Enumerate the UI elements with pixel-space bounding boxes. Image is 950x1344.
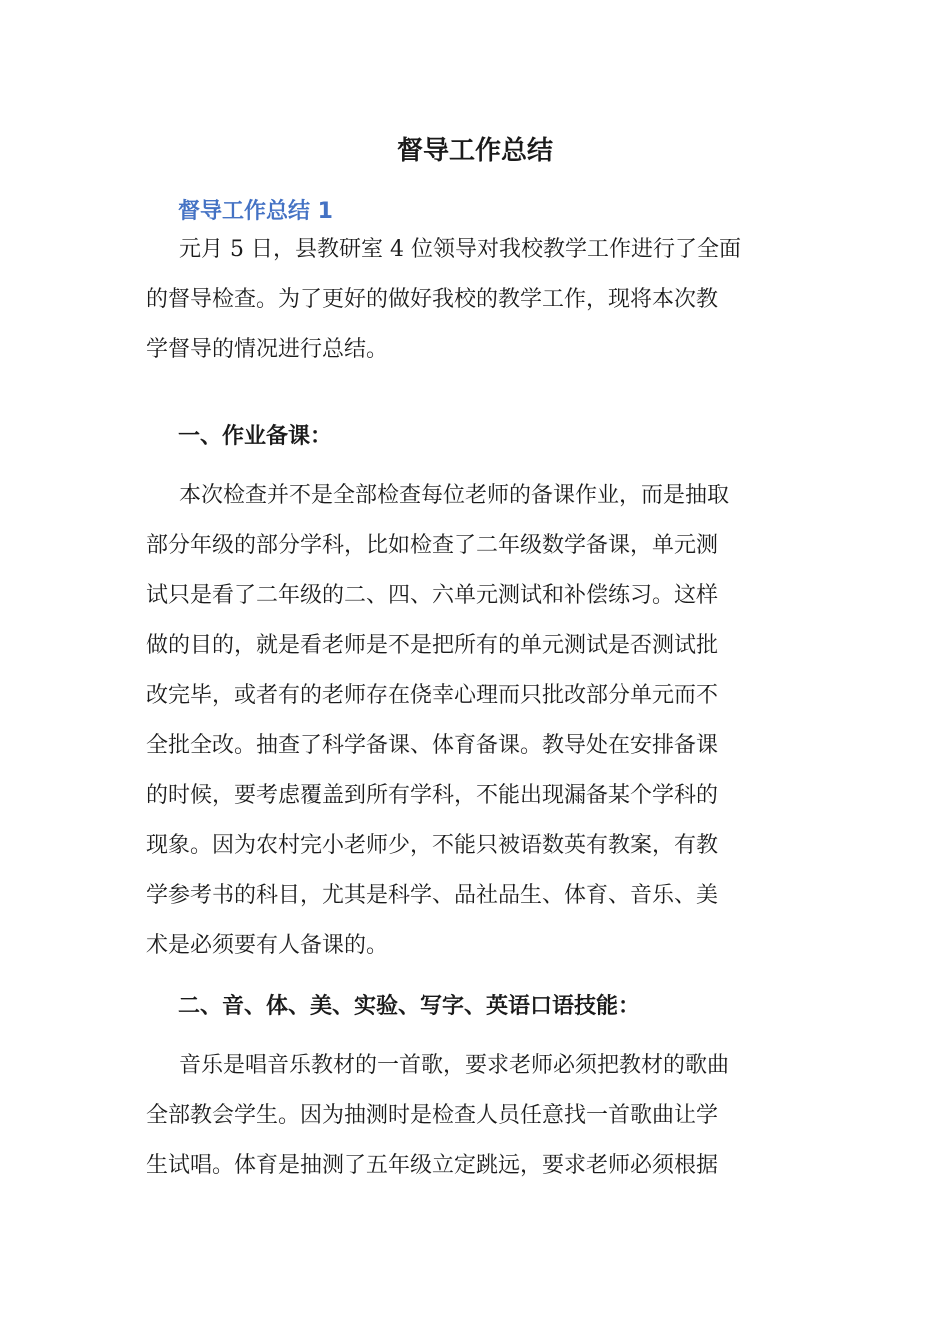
paragraph-line: 学参考书的科目，尤其是科学、品社品生、体育、音乐、美 <box>146 883 719 908</box>
subheading-homework-lesson-prep: 一、作业备课： <box>178 424 333 449</box>
paragraph-arts-skills <box>146 1041 806 1191</box>
paragraph-homework-lesson-prep <box>146 471 806 971</box>
section-heading: 督导工作总结 1 <box>178 199 333 224</box>
paragraph-intro <box>146 225 806 375</box>
paragraph-line: 做的目的，就是看老师是不是把所有的单元测试是否测试批 <box>146 633 719 658</box>
document-title: 督导工作总结 <box>396 136 553 166</box>
paragraph-line: 学督导的情况进行总结。 <box>146 337 389 362</box>
paragraph-line: 改完毕，或者有的老师存在侥幸心理而只批改部分单元而不 <box>146 683 719 708</box>
paragraph-line: 部分年级的部分学科，比如检查了二年级数学备课，单元测 <box>146 533 719 558</box>
paragraph-line: 试只是看了二年级的二、四、六单元测试和补偿练习。这样 <box>146 583 719 608</box>
subheading-arts-skills: 二、音、体、美、实验、写字、英语口语技能： <box>178 994 641 1019</box>
paragraph-line: 元月 5 日，县教研室 4 位领导对我校教学工作进行了全面 <box>179 237 741 262</box>
paragraph-line: 全部教会学生。因为抽测时是检查人员任意找一首歌曲让学 <box>146 1103 719 1128</box>
paragraph-line: 全批全改。抽查了科学备课、体育备课。教导处在安排备课 <box>146 733 719 758</box>
paragraph-line: 音乐是唱音乐教材的一首歌，要求老师必须把教材的歌曲 <box>179 1053 730 1078</box>
paragraph-line: 的督导检查。为了更好的做好我校的教学工作，现将本次教 <box>146 287 719 312</box>
paragraph-line: 本次检查并不是全部检查每位老师的备课作业，而是抽取 <box>179 483 730 508</box>
paragraph-line: 术是必须要有人备课的。 <box>146 933 389 958</box>
paragraph-line: 生试唱。体育是抽测了五年级立定跳远，要求老师必须根据 <box>146 1153 719 1178</box>
paragraph-line: 现象。因为农村完小老师少，不能只被语数英有教案，有教 <box>146 833 719 858</box>
paragraph-line: 的时候，要考虑覆盖到所有学科，不能出现漏备某个学科的 <box>146 783 719 808</box>
